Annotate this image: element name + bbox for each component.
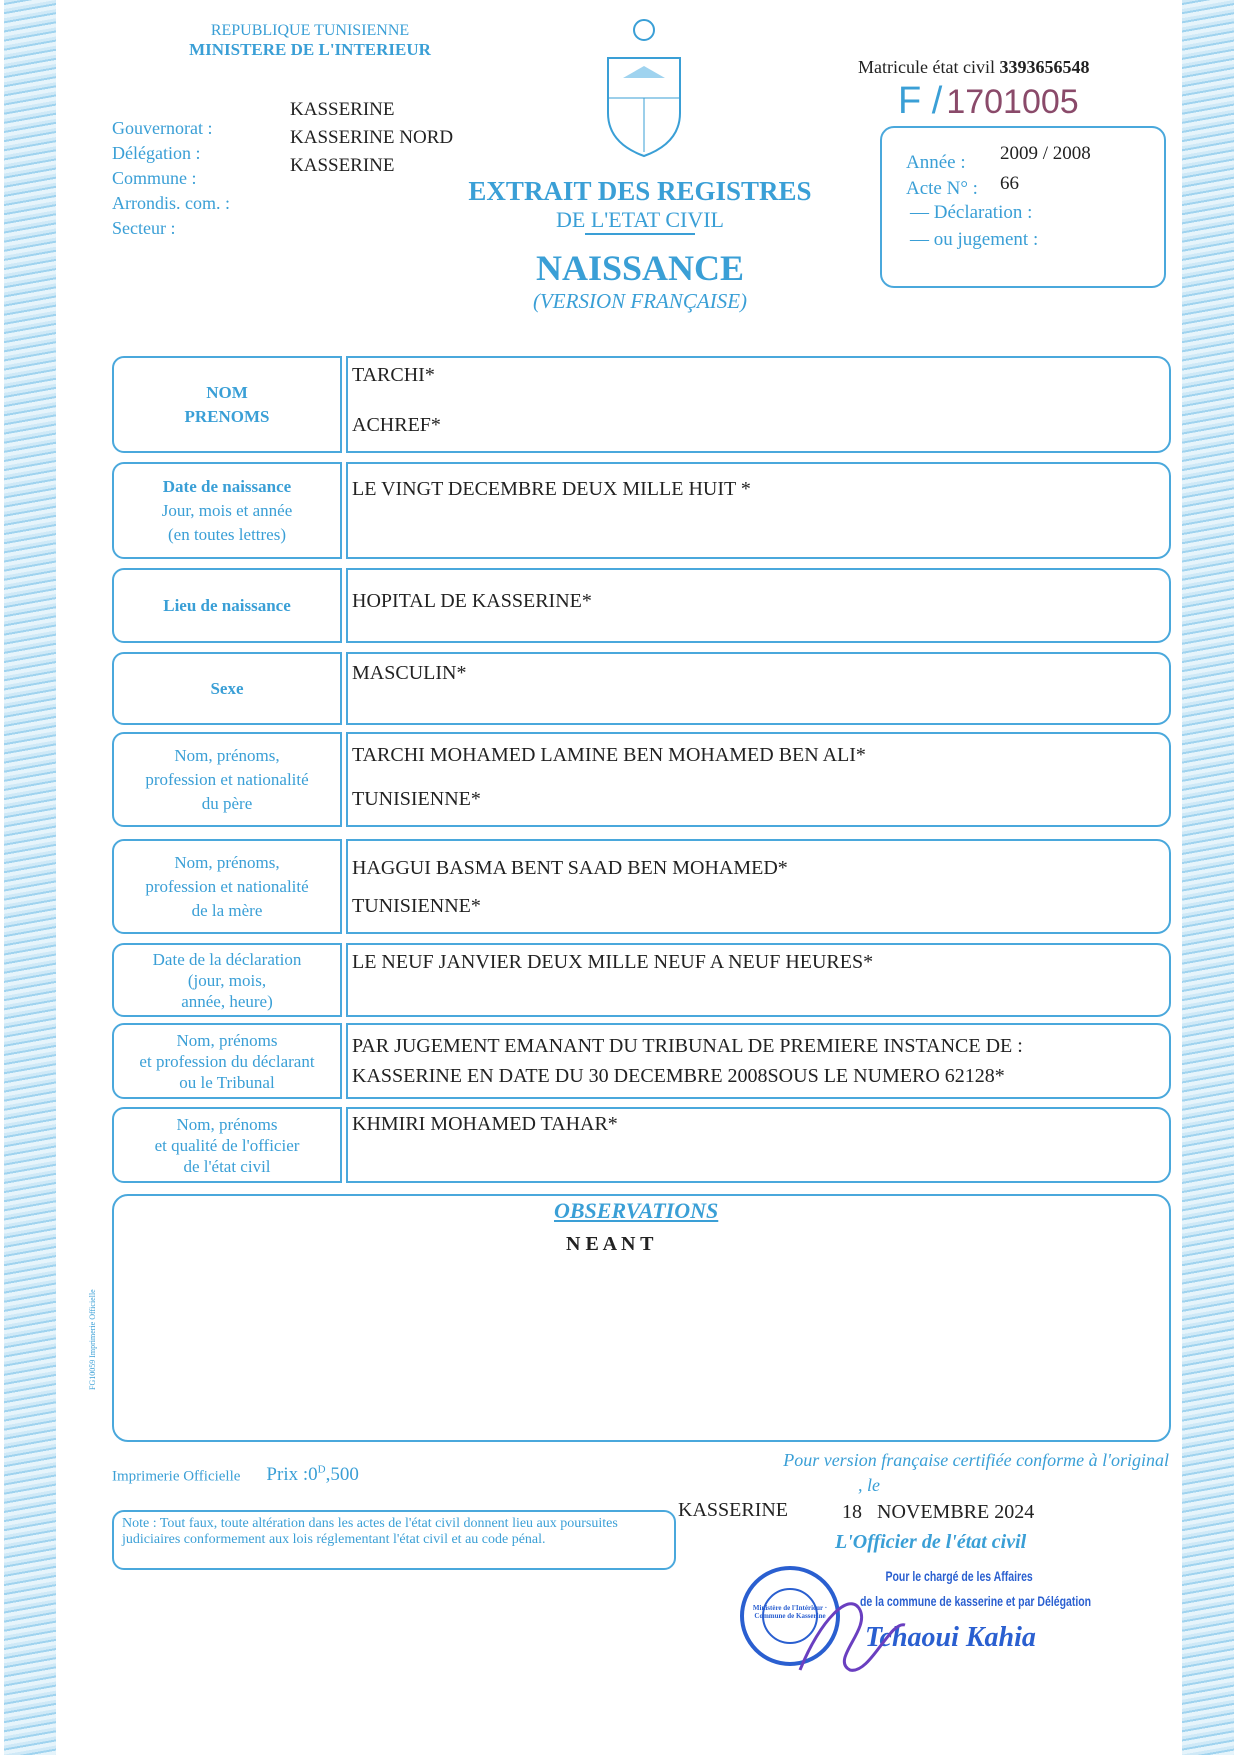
row-label: Lieu de naissance — [112, 568, 342, 643]
serial-number — [898, 80, 1079, 130]
row-value-cell — [346, 462, 1171, 559]
side-print-code: FG10059 Imprimerie Officielle — [88, 1289, 97, 1390]
row-label: NOM PRENOMS — [112, 356, 342, 453]
row-value-cell — [346, 839, 1171, 934]
row-value-cell — [346, 356, 1171, 453]
declaration-value: LE NEUF JANVIER DEUX MILLE NEUF A NEUF HEURES* — [352, 951, 874, 973]
row-label: Nom, prénoms et profession du déclarant ou le Tribunal — [112, 1023, 342, 1099]
act-type: NAISSANCE — [535, 248, 745, 288]
row-label: Nom, prénoms et qualité de l'officier de l'état civil — [112, 1107, 342, 1183]
price-unit: D — [317, 1464, 326, 1476]
ministry-name: MINISTERE DE L'INTERIEUR — [189, 40, 431, 59]
row-label: Nom, prénoms, profession et nationalité du père — [112, 732, 342, 827]
row-label: Nom, prénoms, profession et nationalité de la mère — [112, 839, 342, 934]
price-value: Prix :0 — [266, 1464, 318, 1486]
serial-prefix: F / — [898, 80, 943, 122]
location-values — [290, 96, 453, 180]
officier-value: KHMIRI MOHAMED TAHAR* — [352, 1113, 618, 1135]
observations-box — [112, 1194, 1171, 1442]
observations-label: OBSERVATIONS — [554, 1198, 719, 1223]
prenoms-value: ACHREF* — [352, 414, 441, 436]
lieu-naissance-value: HOPITAL DE KASSERINE* — [352, 590, 592, 612]
note-text: Tout faux, toute altération dans les actes de l'état civil donnent lieu aux poursuites judiciaires conformement aux lois réglementant l'état civil et au code pénal. — [122, 1516, 618, 1547]
value-commune: KASSERINE — [290, 155, 395, 176]
matricule — [858, 56, 1089, 78]
row-label: Sexe — [112, 652, 342, 725]
date-value: 18 NOVEMBRE 2024 — [842, 1501, 1035, 1523]
legal-note — [112, 1510, 676, 1570]
label-gouvernorat: Gouvernorat : — [112, 118, 213, 138]
label-arrondissement: Arrondis. com. : — [112, 193, 230, 213]
row-value-cell — [346, 943, 1171, 1017]
document-title — [440, 176, 840, 314]
serial-value: 1701005 — [946, 83, 1079, 121]
security-border-left — [4, 0, 56, 1755]
label-delegation: Délégation : — [112, 143, 201, 163]
le-label: , le — [858, 1475, 880, 1495]
acte-box — [880, 126, 1166, 288]
row-label: Date de naissance — [162, 476, 292, 496]
tunisia-emblem — [598, 18, 690, 160]
signature — [790, 1580, 910, 1680]
declaration-label: — Déclaration : — [910, 202, 1033, 223]
sexe-value: MASCULIN* — [352, 662, 467, 684]
imprimerie-prix — [112, 1464, 359, 1486]
value-gouvernorat: KASSERINE — [290, 99, 395, 120]
matricule-value: 3393656548 — [999, 57, 1090, 77]
imprimerie-label: Imprimerie Officielle — [112, 1468, 241, 1485]
row-value-cell — [346, 1107, 1171, 1183]
stamp-name: Tchaoui Kahia — [865, 1622, 1036, 1653]
annee-label: Année : — [906, 152, 966, 173]
location-labels — [112, 116, 230, 241]
title-line2: DE L'ETAT CIVIL — [585, 207, 695, 235]
place-value: KASSERINE — [678, 1499, 789, 1521]
pere-value: TARCHI MOHAMED LAMINE BEN MOHAMED BEN ALI* — [352, 744, 866, 766]
row-value-cell — [346, 568, 1171, 643]
pere-nationalite: TUNISIENNE* — [352, 788, 481, 810]
stamp-line1: Pour le chargé de les Affaires — [885, 1568, 1033, 1584]
header — [150, 22, 470, 60]
acte-value: 66 — [1000, 173, 1019, 194]
country-name: REPUBLIQUE TUNISIENNE — [210, 22, 410, 39]
version-label: (VERSION FRANÇAISE) — [532, 289, 748, 313]
matricule-label: Matricule état civil — [858, 57, 995, 77]
price — [266, 1464, 358, 1485]
price-millimes: ,500 — [325, 1464, 359, 1486]
date-naissance-value: LE VINGT DECEMBRE DEUX MILLE HUIT * — [352, 478, 751, 500]
row-label: Date de la déclaration (jour, mois, année, heure) — [112, 943, 342, 1017]
label-secteur: Secteur : — [112, 218, 176, 238]
certified-text: Pour version française certifiée conforme à l'original — [783, 1450, 1169, 1470]
declarant-value: PAR JUGEMENT EMANANT DU TRIBUNAL DE PREMIERE INSTANCE DE : — [352, 1035, 1023, 1057]
observations-value: N E A N T — [566, 1233, 654, 1255]
note-label: Note : — [122, 1516, 157, 1531]
row-label-cell — [112, 462, 342, 559]
stamp-line2: de la commune de kasserine et par Délégation — [860, 1593, 1092, 1609]
row-value-cell — [346, 1023, 1171, 1099]
jugement-label: — ou jugement : — [910, 229, 1039, 250]
officer-label: L'Officier de l'état civil — [835, 1531, 1027, 1553]
mere-value: HAGGUI BASMA BENT SAAD BEN MOHAMED* — [352, 857, 788, 879]
nom-value: TARCHI* — [352, 364, 435, 386]
security-border-right — [1182, 0, 1234, 1755]
row-value-cell — [346, 732, 1171, 827]
row-value-cell — [346, 652, 1171, 725]
value-delegation: KASSERINE NORD — [290, 127, 454, 148]
title-line1: EXTRAIT DES REGISTRES — [468, 176, 812, 206]
acte-label: Acte N° : — [906, 178, 978, 199]
label-commune: Commune : — [112, 168, 197, 188]
row-sublabel: Jour, mois et année (en toutes lettres) — [161, 500, 293, 544]
declarant-value-2: KASSERINE EN DATE DU 30 DECEMBRE 2008SOUS LE NUMERO 62128* — [352, 1065, 1005, 1087]
annee-value: 2009 / 2008 — [1000, 143, 1091, 164]
mere-nationalite: TUNISIENNE* — [352, 895, 481, 917]
stamp-ring-text: Ministère de l'Intérieur · Commune de Kasserine — [752, 1604, 828, 1620]
